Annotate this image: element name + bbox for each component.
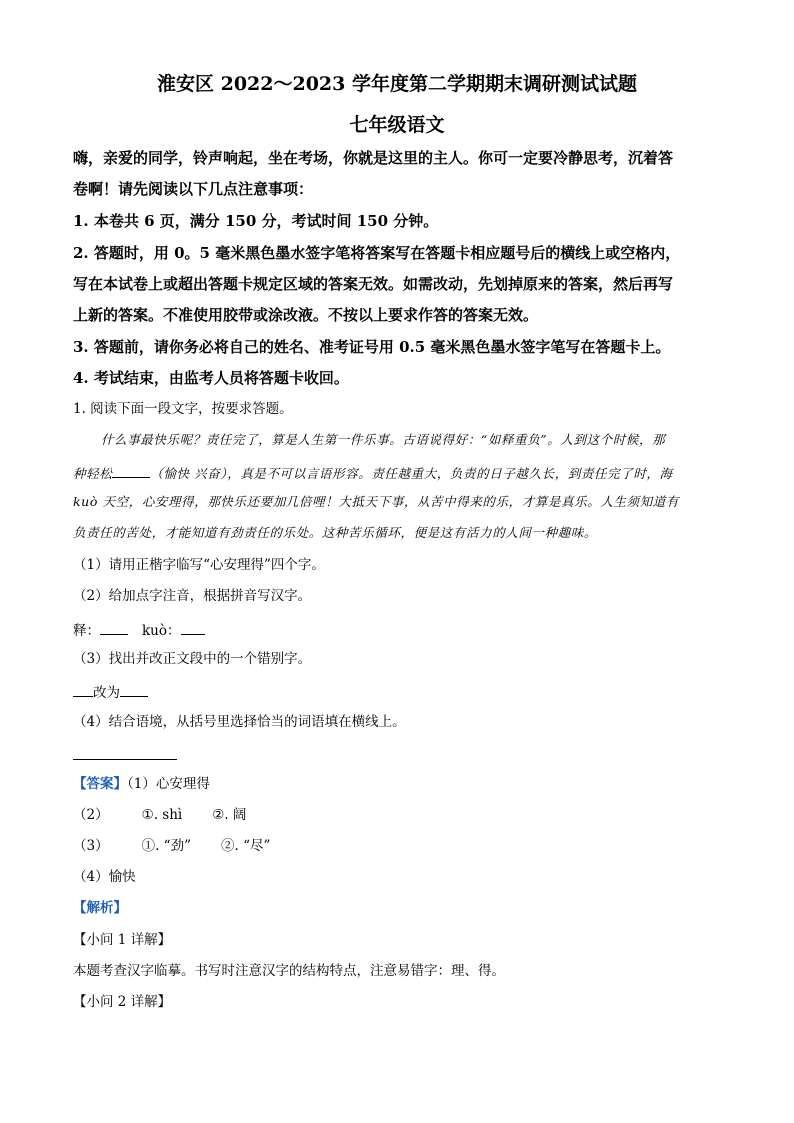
- subquestion-1: （1）请用正楷字临写“心安理得”四个字。: [73, 557, 325, 573]
- blank-correct-char[interactable]: [120, 684, 148, 697]
- answer-line-3: [73, 840, 270, 854]
- exam-subject: 七年级语文: [349, 114, 445, 136]
- subquestion-3-blanks: [73, 684, 148, 701]
- passage-fill-blank[interactable]: [112, 465, 150, 478]
- notice-item-2-line-3: 上新的答案。不准使用胶带或涂改液。不按以上要求作答的答案无效。: [73, 306, 539, 324]
- notice-intro-line-2: 卷啊！请先阅读以下几点注意事项：: [73, 180, 314, 198]
- answer-3-part-1: ①. “劲”: [141, 838, 191, 854]
- correct-to-label: 改为: [93, 685, 120, 701]
- passage-line-2-end: （愉快 兴奋），真是不可以言语形容。责任越重大，负责的日子越久长，到责任完了时，海: [150, 466, 673, 481]
- subquestion-3: （3）找出并改正文段中的一个错别字。: [73, 651, 312, 667]
- passage-line-4: 负责任的苦处，才能知道有劲责任的乐处。这种苦乐循环，便是这有活力的人间一种趣味。: [73, 525, 598, 540]
- answer-1: （1）心安理得: [127, 776, 210, 792]
- passage-line-2-start: 种轻松: [73, 466, 113, 481]
- answer-2-number: （2）: [73, 807, 109, 823]
- blank-wrong-char[interactable]: [73, 684, 93, 697]
- question-stem: 1. 阅读下面一段文字，按要求答题。: [73, 401, 293, 417]
- exam-title: 淮安区 2022～2023 学年度第二学期期末调研测试试题: [157, 73, 637, 95]
- notice-item-2-line-2: 写在本试卷上或超出答题卡规定区域的答案无效。如需改动，先划掉原来的答案，然后再写: [73, 275, 674, 293]
- answer-2-part-2: ②. 阔: [212, 807, 247, 823]
- section-divider: [73, 759, 177, 760]
- answer-2-part-1: ①. shì: [141, 807, 183, 823]
- analysis-q1-heading: 【小问 1 详解】: [73, 932, 172, 948]
- blank-label-kuo: kuò：: [142, 623, 181, 639]
- analysis-q1-text: 本题考查汉字临摹。书写时注意汉字的结构特点，注意易错字：理、得。: [73, 963, 505, 979]
- analysis-q2-heading: 【小问 2 详解】: [73, 994, 172, 1010]
- passage-line-3: kuò 天空，心安理得，那快乐还要加几倍哩！大抵天下事，从苦中得来的乐，才算是真乐。人生须知道有: [73, 494, 679, 509]
- blank-shi[interactable]: [100, 622, 128, 635]
- passage-line-1: 什么事最快乐呢？责任完了，算是人生第一件乐事。古语说得好：“如释重负”。人到这个时候，那: [101, 432, 666, 447]
- answer-3-number: （3）: [73, 838, 109, 854]
- blank-label-shi: 释：: [73, 623, 100, 639]
- subquestion-2: （2）给加点字注音，根据拼音写汉字。: [73, 588, 312, 604]
- notice-intro-line-1: 嗨，亲爱的同学，铃声响起，坐在考场，你就是这里的主人。你可一定要冷静思考，沉着答: [73, 149, 674, 167]
- answer-label: 【答案】: [73, 776, 127, 792]
- answer-3-part-2: ②. “尽”: [220, 838, 271, 854]
- passage-line-2: [73, 465, 673, 481]
- blank-kuo[interactable]: [181, 622, 205, 635]
- subquestion-2-blanks: [73, 622, 205, 639]
- notice-item-4: 4. 考试结束，由监考人员将答题卡收回。: [73, 369, 349, 387]
- notice-item-3: 3. 答题前，请你务必将自己的姓名、准考证号用 0.5 毫米黑色墨水签字笔写在答题卡上。: [73, 338, 671, 356]
- analysis-label: 【解析】: [73, 900, 127, 916]
- notice-item-1: 1. 本卷共 6 页，满分 150 分，考试时间 150 分钟。: [73, 212, 439, 230]
- subquestion-4: （4）结合语境，从括号里选择恰当的词语填在横线上。: [73, 714, 406, 730]
- answer-line-2: [73, 809, 246, 823]
- answer-4: （4）愉快: [73, 869, 136, 885]
- notice-item-2-line-1: 2. 答题时，用 0。5 毫米黑色墨水签字笔将答案写在答题卡相应题号后的横线上或空格内，: [73, 244, 681, 262]
- answer-line-1: [73, 778, 210, 792]
